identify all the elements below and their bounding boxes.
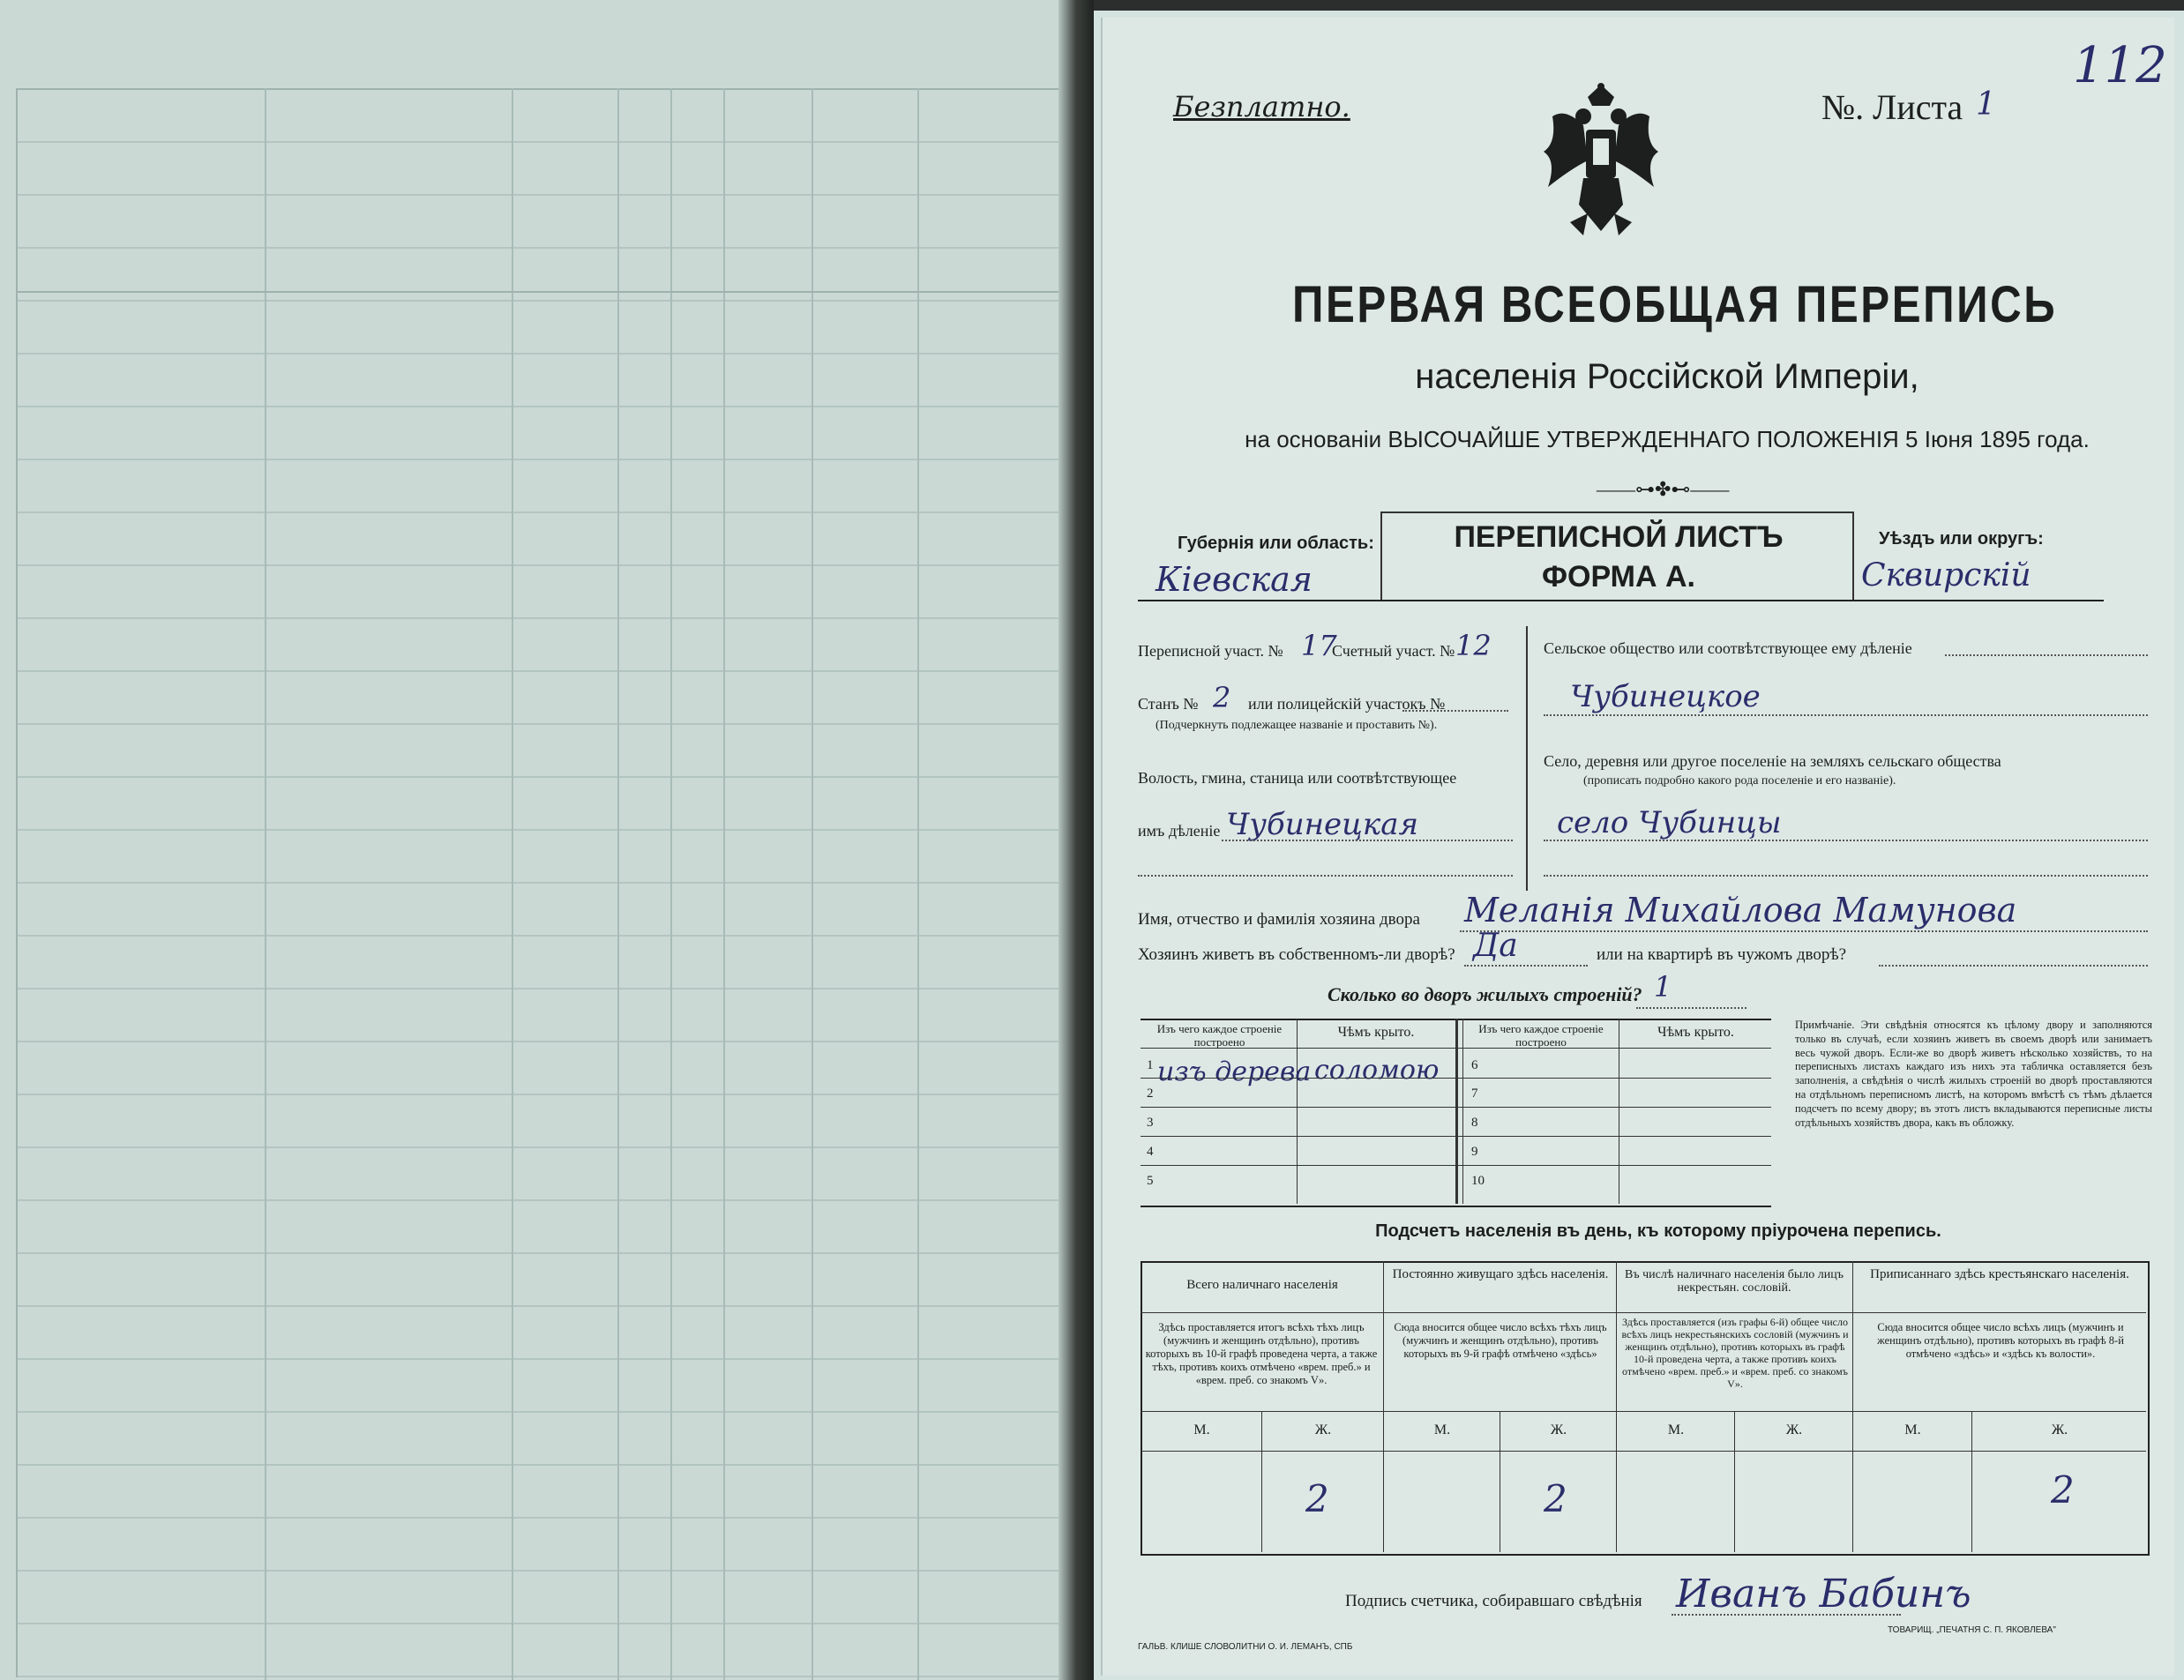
owner-value: Меланія Михайлова Мамунова (1464, 891, 2017, 930)
total-female-value: 2 (1305, 1477, 1329, 1520)
male-label: М. (1193, 1422, 1210, 1437)
count-col-total-desc: Здѣсь проставляется итогъ всѣхъ тѣхъ лицъ (мужчинъ и женщинъ отдѣльно), противъ которыхъ въ 10-й графѣ проведена черта, а также тѣхъ, противъ коихъ отмѣчено «врем. преб.» и «врем. преб. со знакомъ V». (1145, 1321, 1378, 1386)
left-grid-column (812, 88, 813, 1680)
society-label: Сельское общество или соотвѣтствующее ему дѣленіе (1544, 639, 1912, 657)
form-subtitle: ФОРМА А. (1541, 560, 1696, 594)
village-note: (прописать подробно какого рода поселеніе и его названіе). (1583, 774, 1896, 788)
material-column-header: Изъ чего каждое строеніе построено (1156, 1022, 1283, 1049)
main-title: ПЕРВАЯ ВСЕОБЩАЯ ПЕРЕПИСЬ (1292, 276, 2058, 333)
province-value: Кіевская (1156, 560, 1313, 599)
left-grid-column (917, 88, 919, 1680)
row-number: 9 (1471, 1145, 1478, 1159)
volost-label-2: имъ дѣленіе (1138, 822, 1221, 840)
stan-label: Станъ № (1138, 695, 1199, 713)
left-page (0, 0, 1067, 1680)
left-grid-column (265, 88, 266, 1680)
counting-section-value: 12 (1455, 629, 1492, 662)
counting-section-label: Счетный участ. № (1332, 642, 1455, 660)
census-sheet-page (1094, 11, 2184, 1680)
count-col-nonpeasant-head: Въ числѣ наличнаго населенія было лицъ некрестьян. сословій. (1625, 1268, 1844, 1295)
count-col-permanent-desc: Сюда вносится общее число всѣхъ тѣхъ лицъ (мужчинъ и женщинъ отдѣльно), противъ которыхъ въ 9-й графѣ отмѣчено «здѣсь» (1394, 1321, 1607, 1360)
female-label: Ж. (2051, 1422, 2068, 1437)
police-label: или полицейскій участокъ № (1248, 695, 1446, 713)
permanent-female-value: 2 (1544, 1477, 1567, 1520)
roof-column-header-2: Чѣмъ крыто. (1657, 1025, 1734, 1040)
row-number: 8 (1471, 1116, 1478, 1130)
left-grid-column (512, 88, 513, 1680)
male-label: М. (1904, 1422, 1921, 1437)
district-value: Сквирскій (1861, 557, 2031, 594)
page-number: 112 (2073, 37, 2167, 94)
left-grid-column (723, 88, 725, 1680)
left-header-rule (16, 291, 1066, 293)
census-section-label: Переписной участ. № (1138, 642, 1283, 660)
peasant-female-value: 2 (2051, 1468, 2075, 1512)
village-label: Село, деревня или другое поселеніе на земляхъ сельскаго общества (1544, 752, 2001, 770)
count-col-nonpeasant-desc: Здѣсь проставляется (изъ графы 6-й) общее число всѣхъ лицъ некрестьянскихъ сословій (мужчинъ и женщинъ отдѣльно), противъ которыхъ въ графѣ 10-й проведена черта, а также противъ коихъ отмѣчено «врем. преб.» и «врем. преб. со знакомъ V». (1621, 1316, 1849, 1390)
free-label: Безплатно. (1173, 90, 1350, 123)
row-number: 7 (1471, 1086, 1478, 1101)
female-label: Ж. (1550, 1422, 1567, 1437)
signature-label: Подпись счетчика, собиравшаго свѣдѣнія (1345, 1592, 1642, 1610)
census-form (1101, 18, 2174, 1676)
row-number: 6 (1471, 1058, 1478, 1072)
row-number: 2 (1147, 1086, 1154, 1101)
basis-line: на основаніи ВЫСОЧАЙШЕ УТВЕРЖДЕННАГО ПОЛОЖЕНІЯ 5 Іюня 1895 года. (1245, 426, 2090, 452)
form-title: ПЕРЕПИСНОЙ ЛИСТЪ (1454, 520, 1784, 554)
female-label: Ж. (1314, 1422, 1332, 1437)
male-label: М. (1667, 1422, 1685, 1437)
own-yard-value: Да (1473, 928, 1518, 964)
count-col-peasant-desc: Сюда вносится общее число всѣхъ лицъ (мужчинъ и женщинъ отдѣльно), противъ которыхъ въ графѣ 8-й отмѣчено «здѣсь» и «здѣсь къ волости». (1877, 1321, 2124, 1360)
imperial-eagle-icon (1535, 81, 1667, 258)
signature-value: Иванъ Бабинъ (1676, 1572, 1971, 1617)
rented-label: или на квартирѣ въ чужомъ дворѣ? (1597, 945, 1847, 964)
row-number: 1 (1147, 1058, 1154, 1072)
subtitle: населенія Россійской Имперіи, (1415, 357, 1919, 396)
population-count-table (1141, 1261, 2150, 1556)
province-label: Губернія или область: (1178, 534, 1374, 553)
book-spine (1058, 0, 1094, 1680)
sheet-number-value: 1 (1976, 86, 1996, 123)
count-col-peasant-head: Приписаннаго здѣсь крестьянскаго населенія. (1870, 1267, 2129, 1281)
police-note: (Подчеркнуть подлежащее названіе и проставить №). (1156, 719, 1438, 732)
row-number: 5 (1147, 1174, 1154, 1188)
own-yard-label: Хозяинъ живетъ въ собственномъ-ли дворѣ? (1138, 945, 1455, 964)
village-value: село Чубинцы (1557, 805, 1782, 840)
buildings-value: 1 (1654, 970, 1672, 1004)
male-label: М. (1433, 1422, 1451, 1437)
buildings-label: Сколько во дворъ жилыхъ строеній? (1328, 983, 1642, 1005)
district-label: Уѣздъ или округъ: (1879, 529, 2044, 549)
ornament-divider: ——⊶✤⊷—— (1597, 478, 1730, 500)
census-section-value: 17 (1301, 629, 1337, 662)
row-roof: соломою (1314, 1055, 1440, 1086)
count-col-permanent-head: Постоянно живущаго здѣсь населенія. (1392, 1267, 1609, 1281)
count-col-total-head: Всего наличнаго населенія (1186, 1278, 1338, 1292)
row-number: 4 (1147, 1145, 1154, 1159)
left-page-grid (16, 88, 1067, 1677)
material-column-header-2: Изъ чего каждое строеніе построено (1478, 1022, 1604, 1049)
count-title: Подсчетъ населенія въ день, къ которому пріурочена перепись. (1375, 1221, 1941, 1241)
row-number: 3 (1147, 1116, 1154, 1130)
sheet-number-label: №. Листа (1821, 87, 1963, 127)
row-material: изъ дерева (1157, 1057, 1312, 1087)
note-text: Примѣчаніе. Эти свѣдѣнія относятся къ цѣлому двору и заполняются только въ случаѣ, если хозяинъ живетъ въ своемъ дворѣ или занимаетъ весь чужой дворъ. Если-же во дворѣ живетъ нѣсколько хозяйствъ, то на переписныхъ листахъ каждаго изъ нихъ эта табличка оставляется безъ заполненія, а свѣдѣнія о числѣ жилыхъ строеній во дворѣ проставляются на отдѣльномъ переписномъ листѣ, на которомъ вмѣстѣ съ тѣмъ дѣлается подсчетъ по всему двору; въ этотъ листъ вкладываются переписные листы отдѣльныхъ хозяйствъ двора, какъ въ обложку. (1795, 1019, 2152, 1129)
volost-value: Чубинецкая (1226, 807, 1418, 842)
left-grid-column (617, 88, 619, 1680)
roof-column-header: Чѣмъ крыто. (1337, 1025, 1415, 1040)
row-number: 10 (1471, 1174, 1485, 1188)
society-value: Чубинецкое (1570, 679, 1761, 714)
female-label: Ж. (1785, 1422, 1803, 1437)
volost-label: Волость, гмина, станица или соотвѣтствующее (1138, 769, 1457, 787)
stan-value: 2 (1213, 681, 1231, 714)
footer-left: ГАЛЬВ. КЛИШЕ СЛОВОЛИТНИ О. И. ЛЕМАНЪ, СПБ (1138, 1642, 1353, 1652)
owner-label: Имя, отчество и фамилія хозяина двора (1138, 910, 1420, 929)
left-grid-column (670, 88, 672, 1680)
footer-right: ТОВАРИЩ. „ПЕЧАТНЯ С. П. ЯКОВЛЕВА" (1888, 1625, 2056, 1635)
